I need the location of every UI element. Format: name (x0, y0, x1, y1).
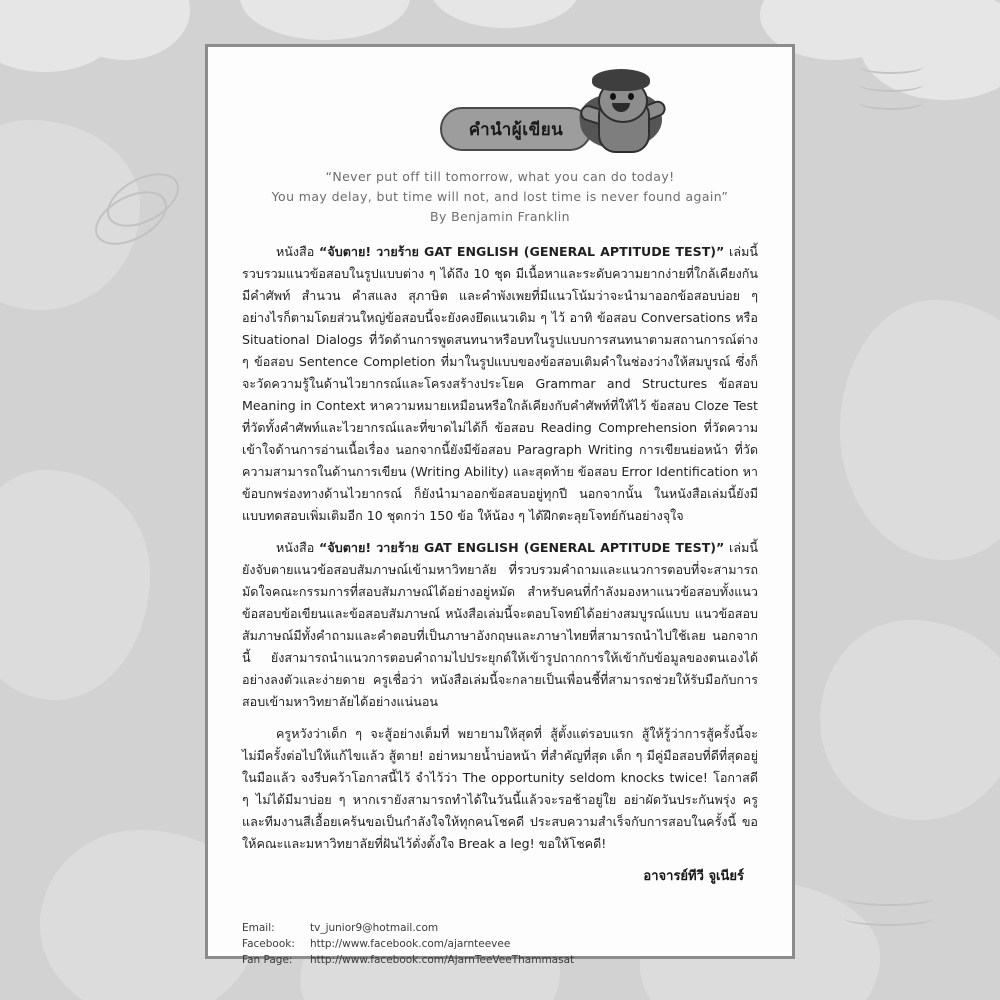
contact-list (242, 920, 758, 968)
wave-shape (844, 910, 934, 926)
blob-shape (820, 620, 1000, 820)
contact-value-email[interactable]: tv_junior9@hotmail.com (310, 922, 439, 934)
paragraph-body: ครูหวังว่าเด็ก ๆ จะสู้อย่างเต็มที่ พยายามให้สุดที่ สู้ตั้งแต่รอบแรก สู้ให้รู้ว่าการสู้ครั้งนี้จะไม่มีครั้งต่อไปให้แก้ไขแล้ว สู้ตาย! อย่าหมายน้ำบ่อหน้า ที่สำคัญที่สุด เด็ก ๆ มีคู่มือสอบที่ดีที่สุดอยู่ในมือแล้ว จงรีบคว้าโอกาสนี้ไว้ จำไว้ว่า The opportunity seldom knocks twice! โอกาสดี ๆ ไม่ได้มีมาบ่อย ๆ หากเรายังสามารถทำได้ในวันนี้แล้วจะรอช้าอยู่ใย อย่าผัดวันประกันพรุ่ง ครูและทีมงานสีเอื้อยเคร้นขอเป็นกำลังใจให้ทุกคนโชคดี ประสบความสำเร็จกับการสอบในครั้งนี้ ขอให้คณะและมหาวิทยาลัยที่ฝันไว้ดั่งตั้งใจ Break a leg! ขอให้โชคดี! (242, 726, 758, 851)
blob-shape (0, 470, 150, 700)
wave-shape (858, 58, 924, 74)
paragraph (242, 723, 758, 855)
quote-attribution: By Benjamin Franklin (430, 209, 570, 224)
wave-shape (844, 890, 934, 906)
quote-line-1: “Never put off till tomorrow, what you can do today! (325, 169, 675, 184)
author-signature: อาจารย์ทีวี จูเนียร์ (643, 869, 744, 884)
contact-label-fanpage: Fan Page: (242, 954, 293, 966)
mascot-hat (592, 69, 650, 91)
blob-shape (840, 300, 1000, 560)
paragraph-bold-title: “จับตาย! วายร้าย GAT ENGLISH (GENERAL APTITUDE TEST)” (319, 244, 725, 259)
cloud-shape (240, 0, 410, 40)
wave-shape (858, 76, 924, 92)
paragraph-body: เล่มนี้ รวบรวมแนวข้อสอบในรูปแบบต่าง ๆ ได้ถึง 10 ชุด มีเนื้อหาและระดับความยากง่ายที่ใกล้เคียงกัน มีคำศัพท์ สำนวน คำสแลง สุภาษิต และคำพังเพยที่มีแนวโน้มว่าจะนำมาออกข้อสอบบ่อย ๆ อย่างไรก็ตามโดยส่วนใหญ่ข้อสอบนี้จะยังคงยึดแนวเดิม ๆ ไว้ อาทิ ข้อสอบ Conversations หรือ Situational Dialogs ที่วัดด้านการพูดสนทนาหรือบทในรูปแบบการสนทนาตามสถานการณ์ต่าง ๆ ข้อสอบ Sentence Completion ที่มาในรูปแบบของข้อสอบเติมคำในช่องว่างให้สมบูรณ์ ซึ่งก็จะวัดความรู้ในด้านไวยากรณ์และโครงสร้างประโยค Grammar and Structures ข้อสอบ Meaning in Context หาความหมายเหมือนหรือใกล้เคียงกับคำศัพท์ที่ให้ไว้ ข้อสอบ Cloze Test ที่วัดทั้งคำศัพท์และไวยากรณ์และที่ขาดไม่ได้ก็ ข้อสอบ Reading Comprehension ที่วัดความเข้าใจด้านการอ่านเนื้อเรื่อง นอกจากนี้ยังมีข้อสอบ Paragraph Writing การเขียนย่อหน้า ที่วัดความสามารถในด้านการเขียน (Writing Ability) และสุดท้าย ข้อสอบ Error Identification หาข้อบกพร่องทางด้านไวยากรณ์ ก็ยังนำมาออกข้อสอบอยู่ทุกปี นอกจากนั้น ในหนังสือเล่มนี้ยังมีแบบทดสอบเพิ่มเติมอีก 10 ชุดกว่า 150 ข้อ ให้น้อง ๆ ได้ฝึกตะลุยโจทย์กันอย่างจุใจ (242, 244, 758, 523)
paragraph-body: เล่มนี้ยังจับตายแนวข้อสอบสัมภาษณ์เข้ามหาวิทยาลัย ที่รวบรวมคำถามและแนวการตอบที่จะสามารถมัดใจคณะกรรมการที่สอบสัมภาษณ์ได้อย่างอยู่หมัด สำหรับคนที่กำลังมองหาแนวข้อสอบทั้งแนวข้อสอบข้อเขียนและข้อสอบสัมภาษณ์ หนังสือเล่มนี้จะตอบโจทย์ได้อย่างสมบูรณ์แบบ แนวข้อสอบสัมภาษณ์มีทั้งคำถามและคำตอบที่เป็นภาษาอังกฤษและภาษาไทยที่สามารถนำไปใช้เลย นอกจากนี้ ยังสามารถนำแนวการตอบคำถามไปประยุกต์ให้เข้ารูปถากการให้เข้ากับข้อมูลของตนเองได้อย่างลงตัวและง่ายดาย ครูเชื่อว่า หนังสือเล่มนี้จะกลายเป็นเพื่อนชี้ที่สามารถช่วยให้รับมือกับการสอบเข้ามหาวิทยาลัยได้อย่างแน่นอน (242, 540, 758, 709)
contact-value-fanpage[interactable]: http://www.facebook.com/AjarnTeeVeeThammasat (310, 954, 575, 966)
contact-row (242, 936, 758, 952)
paragraph-lead: หนังสือ (276, 540, 320, 555)
superhero-mascot-icon (572, 63, 682, 163)
paragraph (242, 537, 758, 713)
page-title: คำนำผู้เขียน (468, 119, 564, 140)
paragraph-bold-title: “จับตาย! วายร้าย GAT ENGLISH (GENERAL APTITUDE TEST)” (319, 540, 725, 555)
quote-line-2: You may delay, but time will not, and lost time is never found again” (271, 189, 729, 204)
contact-label-email: Email: (242, 922, 275, 934)
page-header (242, 61, 758, 165)
paragraph-lead: หนังสือ (276, 244, 320, 259)
mascot-eye-right (628, 93, 634, 100)
quote-block (242, 167, 758, 227)
contact-label-facebook: Facebook: (242, 938, 295, 950)
mascot-eye-left (610, 93, 616, 100)
contact-value-facebook[interactable]: http://www.facebook.com/ajarnteevee (310, 938, 511, 950)
cloud-shape (430, 0, 580, 28)
contact-row (242, 920, 758, 936)
wave-shape (858, 94, 924, 110)
book-page (205, 44, 795, 966)
contact-row (242, 952, 758, 968)
paragraph (242, 241, 758, 527)
title-bubble (440, 107, 592, 151)
